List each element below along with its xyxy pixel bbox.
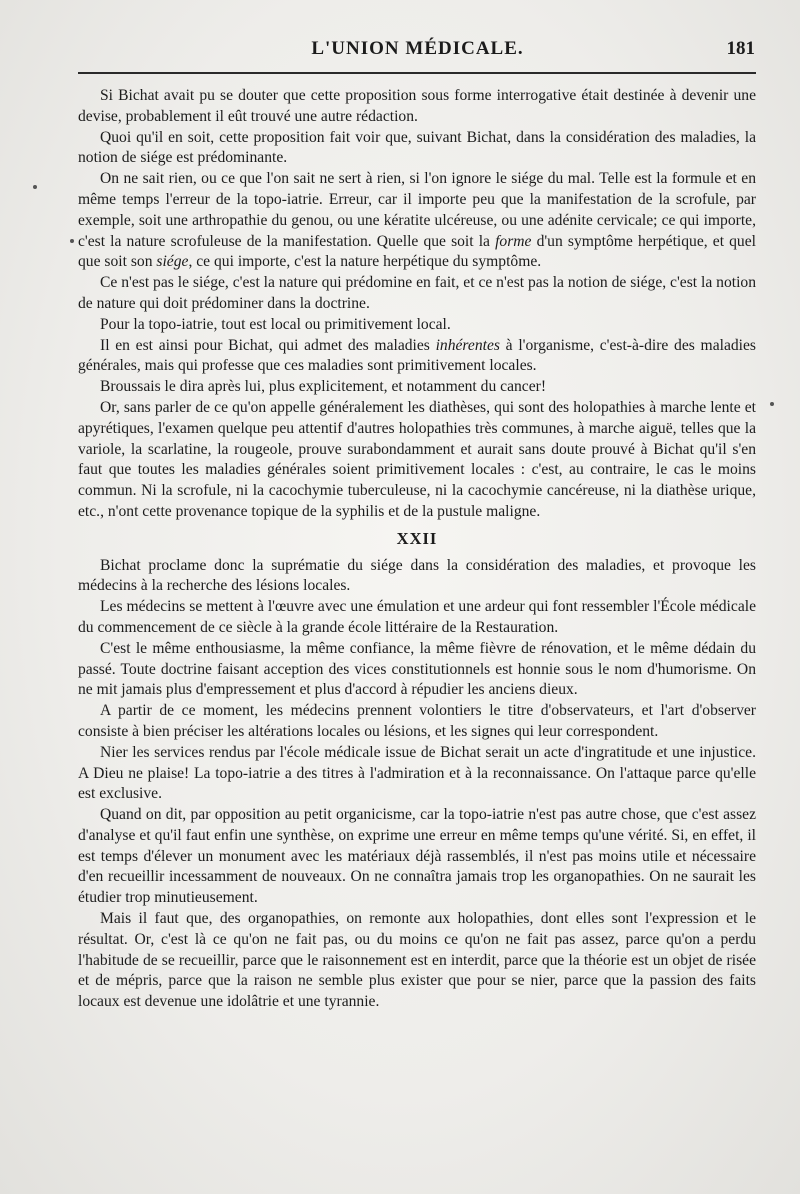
running-header <box>80 38 755 66</box>
paragraph: Mais il faut que, des organopathies, on remonte aux holopathies, dont elles sont l'expression et le résultat. Or, c'est là ce qu'on ne fait pas, ou du moins ce qu'on ne fait pas assez, parce qu'on a perdu l'habitude de se recueillir, parce que le raisonnement est en interdit, parce que la théorie est un objet de risée et de mépris, parce que la raison ne semble plus exister que pour se nier, parce que la passion des faits locaux est devenue une idolâtrie et une tyrannie. <box>78 910 756 1011</box>
paragraph: On ne sait rien, ou ce que l'on sait ne sert à rien, si l'on ignore le siége du mal. Telle est la formule et en même temps l'erreur de la topo-iatrie. Erreur, car il importe peu que la manifestation de la scrofule, par exemple, soit une arthropathie du genou, ou une kératite ulcéreuse, ou une adénite cervicale; ce qui importe, c'est la nature scrofuleuse de la manifestation. Quelle que soit la forme d'un symptôme herpétique, et quel que soit son siége, ce qui importe, c'est la nature herpétique du symptôme. <box>78 170 756 271</box>
paragraph: Les médecins se mettent à l'œuvre avec une émulation et une ardeur qui font ressembler l'École médicale du commencement de ce siècle à la grande école littéraire de la Restauration. <box>78 598 756 636</box>
section-heading: XXII <box>396 528 438 548</box>
page-number: 181 <box>726 38 755 59</box>
paragraph: Quoi qu'il en soit, cette proposition fait voir que, suivant Bichat, dans la considération des maladies, la notion de siége est prédominante. <box>78 128 756 167</box>
paragraph: Pour la topo-iatrie, tout est local ou primitivement local. <box>100 315 451 333</box>
margin-mark <box>33 185 37 189</box>
body-text <box>78 86 756 1013</box>
margin-mark <box>70 239 74 243</box>
journal-title: L'UNION MÉDICALE. <box>311 38 524 59</box>
paragraph: A partir de ce moment, les médecins prennent volontiers le titre d'observateurs, et l'art d'observer consiste à bien préciser les altérations locales ou lésions, et les signes qui leur correspondent. <box>78 702 756 740</box>
paragraph: Il en est ainsi pour Bichat, qui admet des maladies inhérentes à l'organisme, c'est-à-dire des maladies générales, mais qui professe que ces maladies sont primitivement locales. <box>78 336 756 375</box>
margin-mark <box>770 402 774 406</box>
paragraph: Si Bichat avait pu se douter que cette proposition sous forme interrogative était destinée à devenir une devise, probablement il eût trouvé une autre rédaction. <box>78 87 756 125</box>
paragraph: Or, sans parler de ce qu'on appelle généralement les diathèses, qui sont des holopathies à marche lente et apyrétiques, l'examen quelque peu attentif d'autres holopathies très communes, à marche aiguë, telles que la variole, la scarlatine, la rougeole, prouve surabondamment et aurait sans doute prouvé à Bichat qu'il s'en faut que toutes les maladies générales soient primitivement locales : c'est, au contraire, le cas le moins commun. Ni la scrofule, ni la cacochymie tuberculeuse, ni la cacochymie cancéreuse, ni la diathèse urique, etc., n'ont cette provenance topique de la syphilis et de la pustule maligne. <box>78 398 756 520</box>
paragraph: Nier les services rendus par l'école médicale issue de Bichat serait un acte d'ingratitude et une injustice. A Dieu ne plaise! La topo-iatrie a des titres à l'admiration et à la reconnaissance. On l'attaque parce qu'elle est exclusive. <box>78 743 756 803</box>
paragraph: Bichat proclame donc la suprématie du siége dans la considération des maladies, et provoque les médecins à la recherche des lésions locales. <box>78 556 756 595</box>
header-rule <box>78 72 756 74</box>
paragraph: C'est le même enthousiasme, la même confiance, la même fièvre de rénovation, et le même dédain du passé. Toute doctrine faisant acception des vices constitutionnels est honnie sous le nom d'humorisme. On ne mit jamais plus d'empressement et plus d'accord à répudier les anciens dieux. <box>78 639 756 699</box>
paragraph: Ce n'est pas le siége, c'est la nature qui prédomine en fait, et ce n'est pas la notion de siége, c'est la notion de nature qui doit prédominer dans la doctrine. <box>78 274 757 312</box>
paragraph: Broussais le dira après lui, plus explicitement, et notamment du cancer! <box>100 378 547 396</box>
paragraph: Quand on dit, par opposition au petit organicisme, car la topo-iatrie n'est pas autre chose, que c'est assez d'analyse et qu'il faut enfin une synthèse, on exprime une erreur en même temps qu'une vérité. Si, en effet, il est temps d'élever un monument avec les matériaux déjà rassemblés, il n'est pas moins utile et nécessaire d'en recueillir incessamment de nouveaux. On ne connaîtra jamais trop les organopathies. On ne saurait les étudier trop minutieusement. <box>78 806 756 907</box>
